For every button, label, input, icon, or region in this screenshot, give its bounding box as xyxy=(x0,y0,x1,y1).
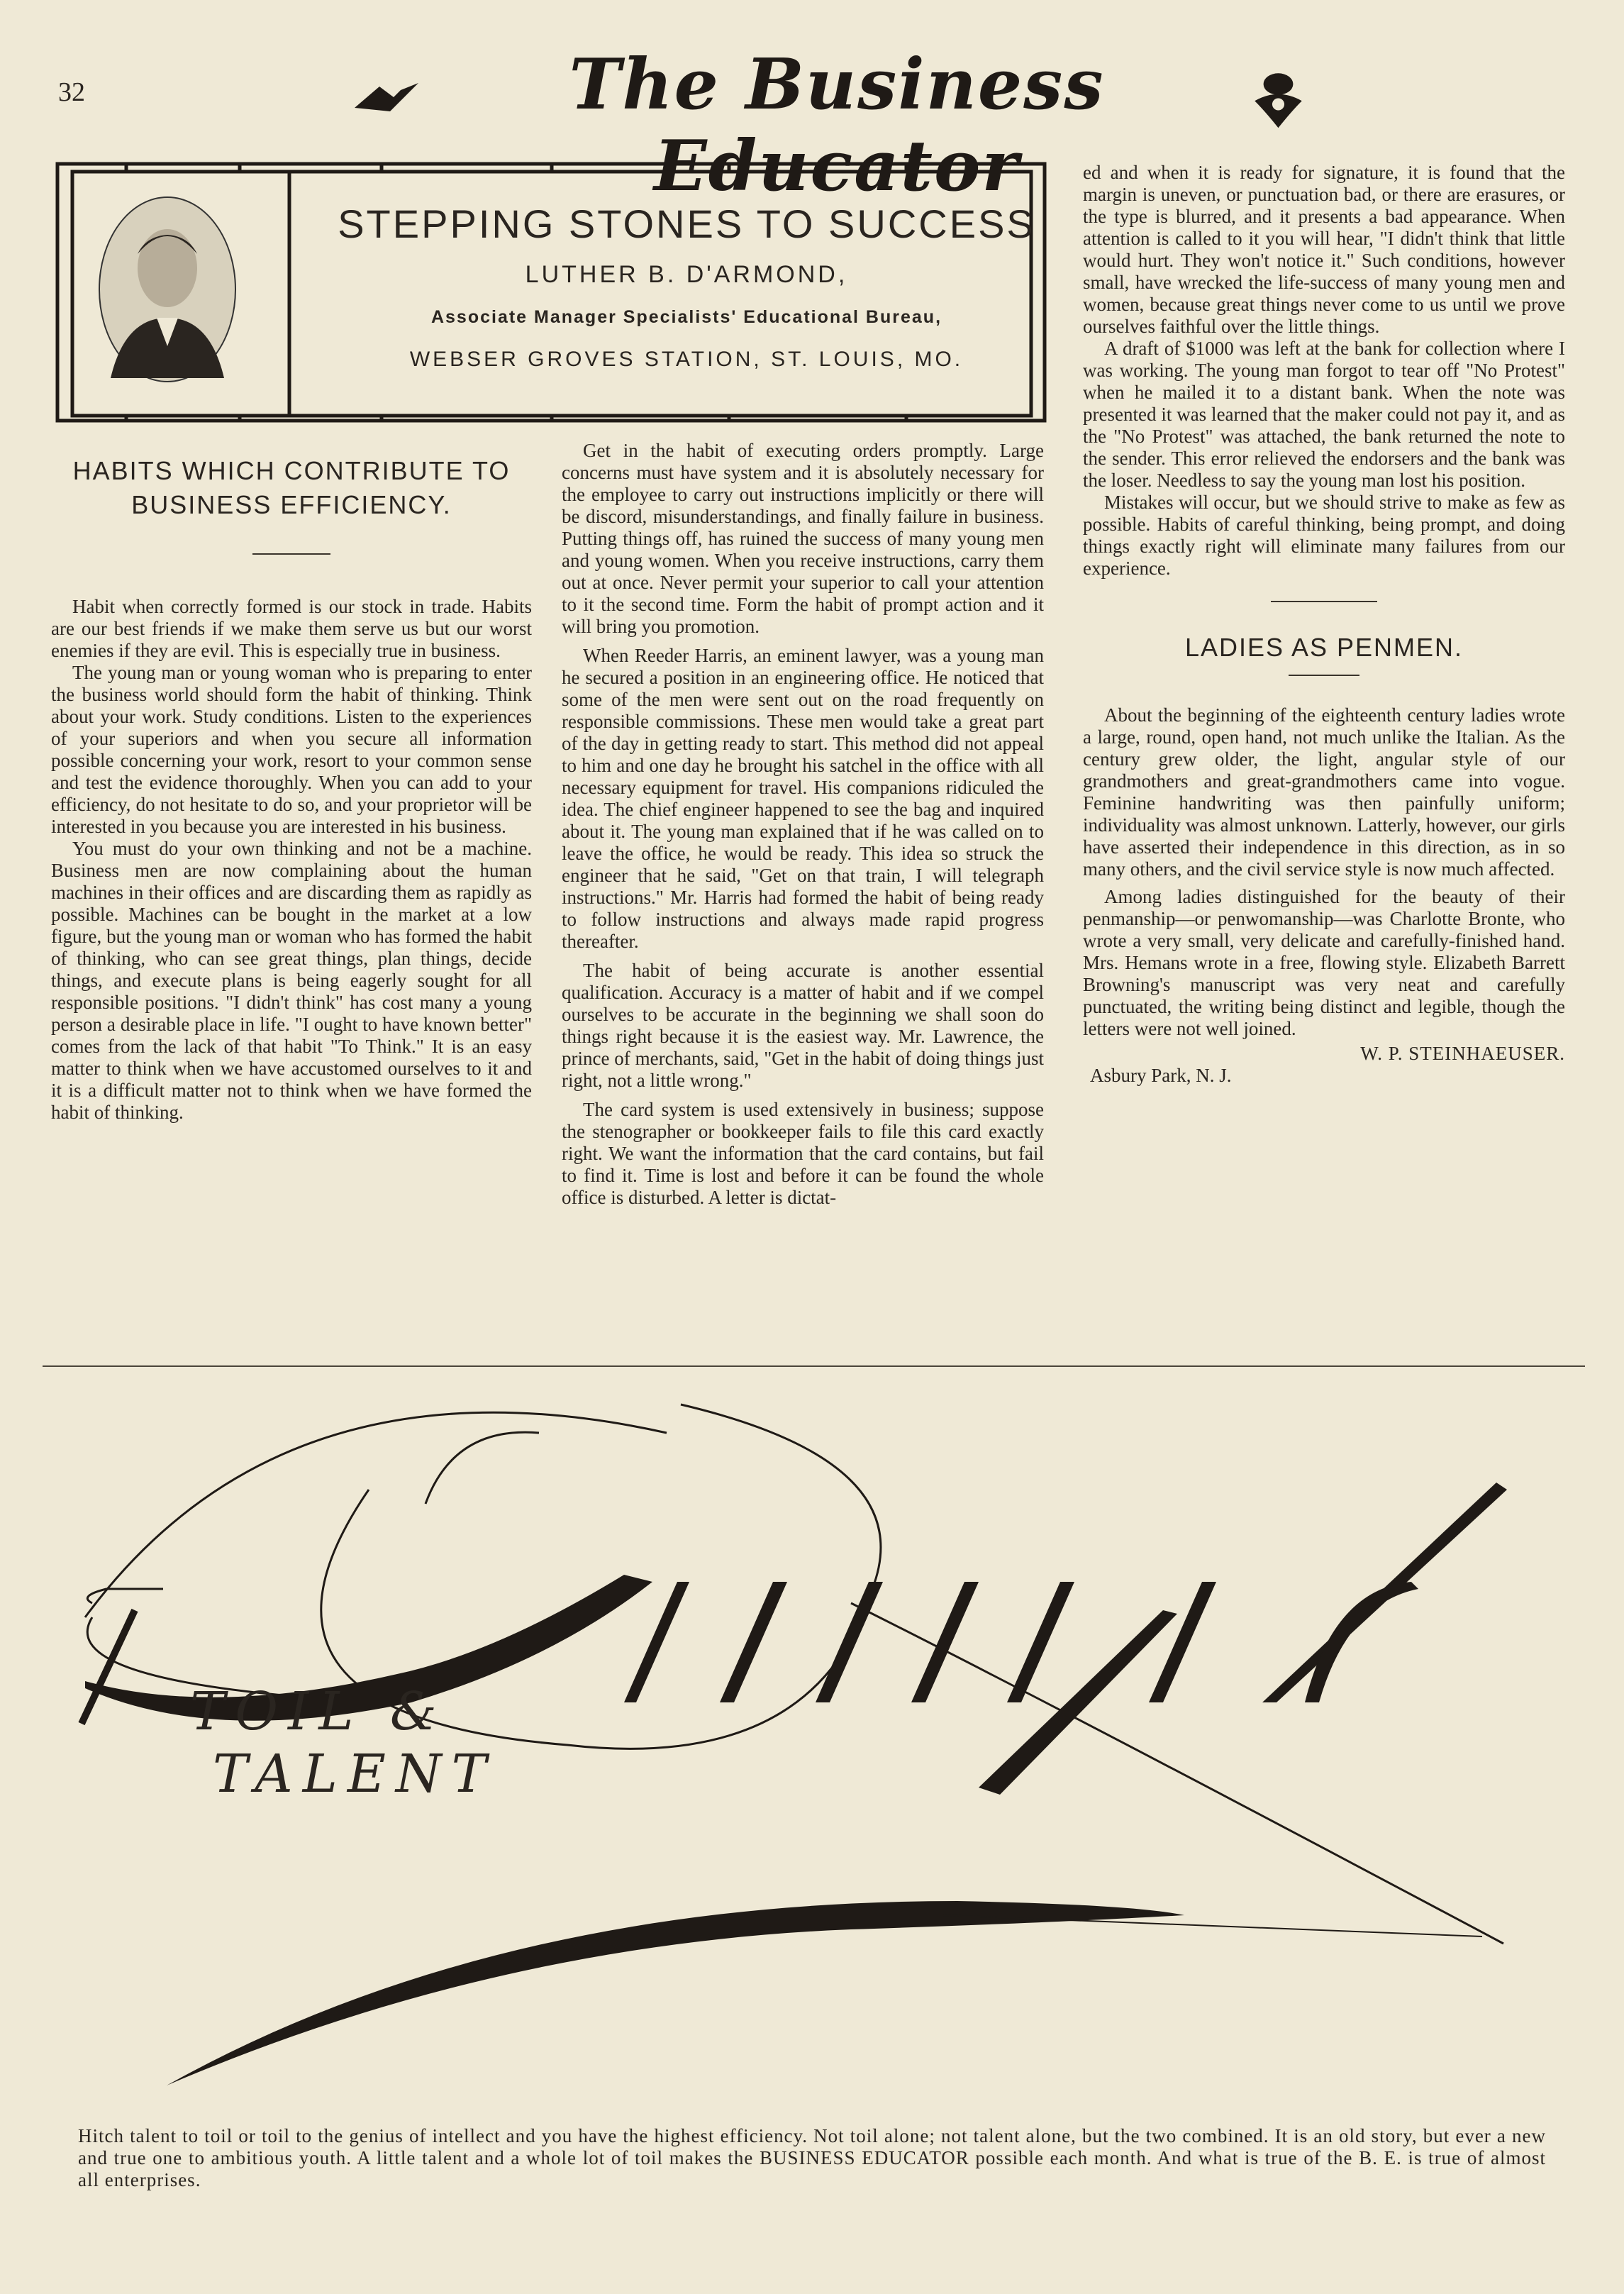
article-column-1 xyxy=(51,454,532,1124)
quill-bird-icon xyxy=(351,58,436,115)
author-portrait xyxy=(96,194,238,385)
article-signature: W. P. STEINHAEUSER. xyxy=(1360,1043,1565,1064)
article-heading-ladies: LADIES AS PENMEN. xyxy=(1184,633,1464,662)
flourish-caption: Hitch talent to toil or toil to the genius of intellect and you have the highest efficiency. Not toil alone; not talent alone, but the two combined. It is an old story, but ever a new and true one to ambitious youth. A little talent and a whole lot of toil makes the BUSINESS EDUCATOR possible each month. And what is true of the B. E. is true of almost all enterprises. xyxy=(78,2125,1546,2190)
heading-rule xyxy=(1289,675,1359,676)
stepping-stones-title: STEPPING STONES TO SUCCESS xyxy=(338,201,1035,246)
author-name: LUTHER B. D'ARMOND, xyxy=(525,261,848,288)
article-column-2 xyxy=(562,440,1044,1209)
section-rule xyxy=(1271,601,1377,602)
paragraph: Habit when correctly formed is our stock in trade. Habits are our best friends if we make them serve us but our worst enemies if they are evil. This is especially true in business. xyxy=(51,596,532,661)
paragraph: Mistakes will occur, but we should strive to make as few as possible. Habits of careful thinking, being prompt, and doing things exactly right will eliminate many failures from our experience. xyxy=(1083,492,1565,579)
flourish-word-talent: TALENT xyxy=(213,1744,497,1805)
paragraph: The card system is used extensively in business; suppose the stenographer or bookkeeper fails to file this card exactly right. We want the information that the card contains, but fail to find it. Time is lost and before it can be found the whole office is disturbed. A letter is dictat- xyxy=(562,1099,1044,1208)
author-location: WEBSER GROVES STATION, ST. LOUIS, MO. xyxy=(409,348,964,371)
paragraph: The young man or young woman who is preparing to enter the business world should form the habit of thinking. Think about your work. Study conditions. Listen to the experiences of your superiors and when you secure all information possible concerning your work, resort to your common sense and test the evidence thoroughly. When you can add to your efficiency, do not hesitate to do so, and your proprietor will be interested in you because you are interested in his business. xyxy=(51,662,532,837)
page-number: 32 xyxy=(58,77,85,107)
paragraph: The habit of being accurate is another essential qualification. Accuracy is a matter of habit and if we compel ourselves to be accurate in the beginning we shall soon do things right because it is the easiest way. Mr. Lawrence, the prince of merchants, said, "Get in the habit of doing things just right, not a little wrong." xyxy=(562,960,1044,1091)
masthead-title: The Business Educator xyxy=(569,44,1105,207)
paragraph: Get in the habit of executing orders promptly. Large concerns must have system and it is absolutely necessary for the employee to carry out instructions implicitly or there will be discord, misunderstandings, and finally failure in business. Putting things off, has ruined the success of many young men and young women. When you receive instructions, carry them out at once. Never permit your superior to call your attention to it the second time. Form the habit of prompt action and it will bring you promotion. xyxy=(562,440,1044,637)
paragraph: Among ladies distinguished for the beauty of their penmanship—or penwomanship—was Charlotte Bronte, who wrote a very small, very delicate and carefully-finished hand. Mrs. Hemans wrote in a free, flowing style. Elizabeth Barrett Browning's manuscript was very neat and carefully punctuated, the writing being distinct and legible, though the letters were not well joined. xyxy=(1083,886,1565,1039)
paragraph: About the beginning of the eighteenth century ladies wrote a large, round, open hand, not much unlike the Italian. As the century grew older, the light, angular style of our grandmothers and great-grandmothers came into vogue. Feminine handwriting was then painfully uniform; individuality was almost unknown. Latterly, however, our girls have asserted their independence in this direction, as in so many others, and the civil service style is now much affected. xyxy=(1083,704,1565,880)
paragraph: ed and when it is ready for signature, it is found that the margin is uneven, or punctuation bad, or there are erasures, or the type is blurred, and it presents a bad appearance. When attention is called to it you will hear, "I didn't think that little would hurt. They won't notice it." Such conditions, however small, have wrecked the life-success of many young men and women, because great things never come to us until we prove ourselves faithful over the little things. xyxy=(1083,162,1565,337)
stepping-stones-box xyxy=(55,162,1048,424)
signature-location: Asbury Park, N. J. xyxy=(1090,1065,1232,1086)
article-column-3 xyxy=(1083,162,1565,1087)
emblem-icon xyxy=(1245,64,1312,131)
article-heading-habits: HABITS WHICH CONTRIBUTE TO BUSINESS EFFICIENCY. xyxy=(72,456,511,519)
paragraph: A draft of $1000 was left at the bank for collection where I was working. The young man forgot to tear off "No Protest" when he mailed it to a distant bank. When the note was presented it was learned that the maker could not pay it, and as the "No Protest" was attached, the bank returned the note to the sender. This error relieved the endorsers and the bank was the loser. Needless to say the young man lost his position. xyxy=(1083,338,1565,491)
flourish-word-toil: TOIL & xyxy=(190,1681,447,1742)
section-divider xyxy=(43,1365,1585,1367)
author-role: Associate Manager Specialists' Educational Bureau, xyxy=(430,307,942,327)
heading-rule xyxy=(252,553,330,555)
paragraph: When Reeder Harris, an eminent lawyer, was a young man he secured a position in an engineering office. He noticed that some of the men were sent out on the road frequently on responsible commissions. These men would take a great part of the day in getting ready to start. This method did not appeal to him and one day he brought his satchel in the office with all necessary equipment for travel. His companions ridiculed the idea. The chief engineer happened to see the bag and inquired about it. The young man explained that if he was called on to leave the office, he would be ready. This idea so struck the engineer that he said, "Get on that train, I will telegraph instructions." Mr. Harris had formed the habit of being ready to follow instructions and always made rapid progress thereafter. xyxy=(562,645,1044,952)
paragraph: You must do your own thinking and not be a machine. Business men are now complaining about the human machines in their offices and are discarding them as rapidly as possible. Machines can be bought in the market at a low figure, but the young man or woman who has formed the habit of thinking, who can see great things, plan things, decide things, and execute plans is being eagerly sought for all responsible positions. "I didn't think" has cost many a young person a desirable place in life. "I ought to have known better" comes from the lack of that habit "To Think." It is an easy matter to think when we have accustomed ourselves to it and it is a difficult matter not to think when we have formed the habit of thinking. xyxy=(51,838,532,1123)
